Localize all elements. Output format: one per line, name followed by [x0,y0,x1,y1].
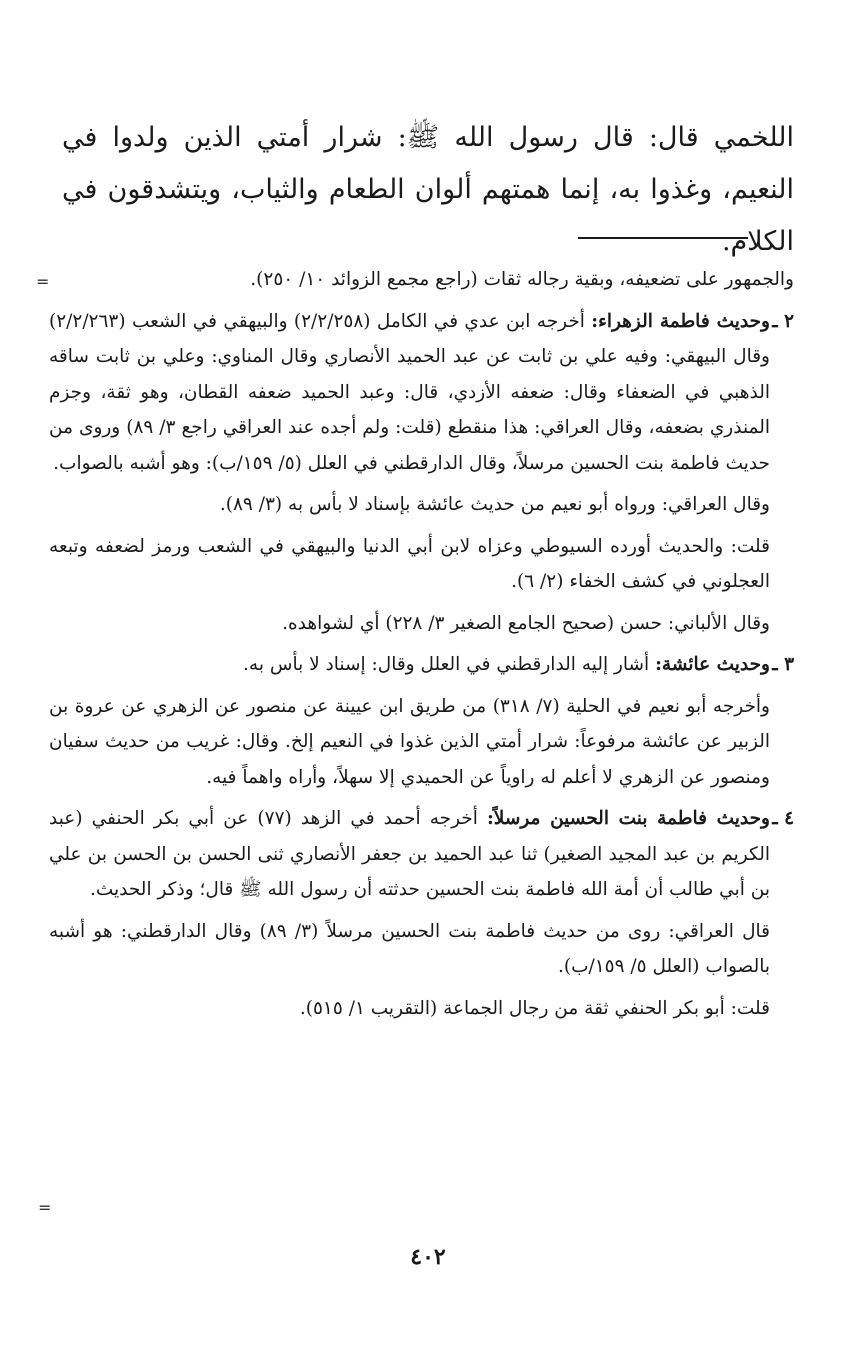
footnote-lead: وحديث فاطمة بنت الحسين مرسلاً: [486,808,770,829]
footnote-2 [49,304,794,482]
footnote-2-paragraph: وقال العراقي: ورواه أبو نعيم من حديث عائشة بإسناد لا بأس به (٣/ ٨٩). [219,494,770,515]
footnote-text: أشار إليه الدارقطني في العلل وقال: إسناد لا بأس به. [243,654,656,675]
footnote-4-paragraph: قلت: أبو بكر الحنفي ثقة من رجال الجماعة (التقريب ١/ ٥١٥). [299,997,770,1019]
footnote-4-paragraph: قال العراقي: روى من حديث فاطمة بنت الحسين مرسلاً (٣/ ٨٩) وقال الدارقطني: هو أشبه بالصواب (العلل ٥/ ١٥٩/ب). [49,920,770,977]
footnotes [49,262,794,1032]
page-number: ٤٠٢ [410,1244,446,1270]
footnote-lead: وحديث عائشة: [655,654,770,675]
footnote-2-paragraph: وقال الألباني: حسن (صحيح الجامع الصغير ٣/ ٢٢٨) أي لشواهده. [282,612,770,634]
footnote-2-paragraph: قلت: والحديث أورده السيوطي وعزاه لابن أبي الدنيا والبيهقي في الشعب ورمز لضعفه وتبعه العجلوني في كشف الخفاء (٢/ ٦). [49,535,770,592]
footnote-3 [49,647,794,683]
footnote-text: أخرجه ابن عدي في الكامل (٢/٢/٢٥٨) والبيهقي في الشعب (٢/٢/٢٦٣) وقال البيهقي: وفيه علي بن ثابت عن عبد الحميد الأنصاري وقال المناوي: وعلي بن ثابت ساقه الذهبي في الضعفاء وقال: ضعفه الأزدي، قال: وعبد الحميد ضعفه القطان، وهو ثقة، وجزم المنذري بضعفه، وقال العراقي: هذا منقطع (قلت: ولم أجده عند العراقي راجع ٣/ ٨٩) وروى من حديث فاطمة بنت الحسين مرسلاً، وقال الدارقطني في العلل (٥/ ١٥٩/ب): وهو أشبه بالصواب. [49,310,770,474]
main-text: اللخمي قال: قال رسول الله ﷺ: شرار أمتي الذين ولدوا في النعيم، وغذوا به، إنما همتهم ألوان الطعام والثياب، ويتشدقون في الكلام. [62,122,794,257]
footnote-number: ٣ ـ [772,654,794,675]
continuation-mark-top: = [36,272,50,291]
footnote-separator [578,237,748,239]
footnote-3-paragraph: وأخرجه أبو نعيم في الحلية (٧/ ٣١٨) من طريق ابن عيينة عن منصور عن الزهري عن عروة بن الزبير عن عائشة مرفوعاً: شرار أمتي الذين غذوا في النعيم إلخ. وقال: غريب من حديث سفيان ومنصور عن الزهري لا أعلم له راوياً عن الحميدي إلا سهلاً، وأراه واهماً فيه. [49,695,770,788]
footnote-continuation: والجمهور على تضعيفه، وبقية رجاله ثقات (راجع مجمع الزوائد ١٠/ ٢٥٠). [250,269,794,290]
footnote-lead: وحديث فاطمة الزهراء: [591,310,770,332]
footnote-text: أخرجه أحمد في الزهد (٧٧) عن أبي بكر الحنفي (عبد الكريم بن عبد المجيد الصغير) ثنا عبد الحميد بن جعفر الأنصاري ثنى الحسن بن الحسن بن علي بن أبي طالب أن أمة الله فاطمة بنت الحسين حدثته أن رسول الله ﷺ قال؛ وذكر الحديث. [49,808,770,900]
continuation-mark-bottom: = [38,1198,52,1217]
footnote-number: ٤ ـ [772,808,794,829]
footnote-number: ٢ ـ [772,310,794,332]
footnote-4 [49,801,794,908]
